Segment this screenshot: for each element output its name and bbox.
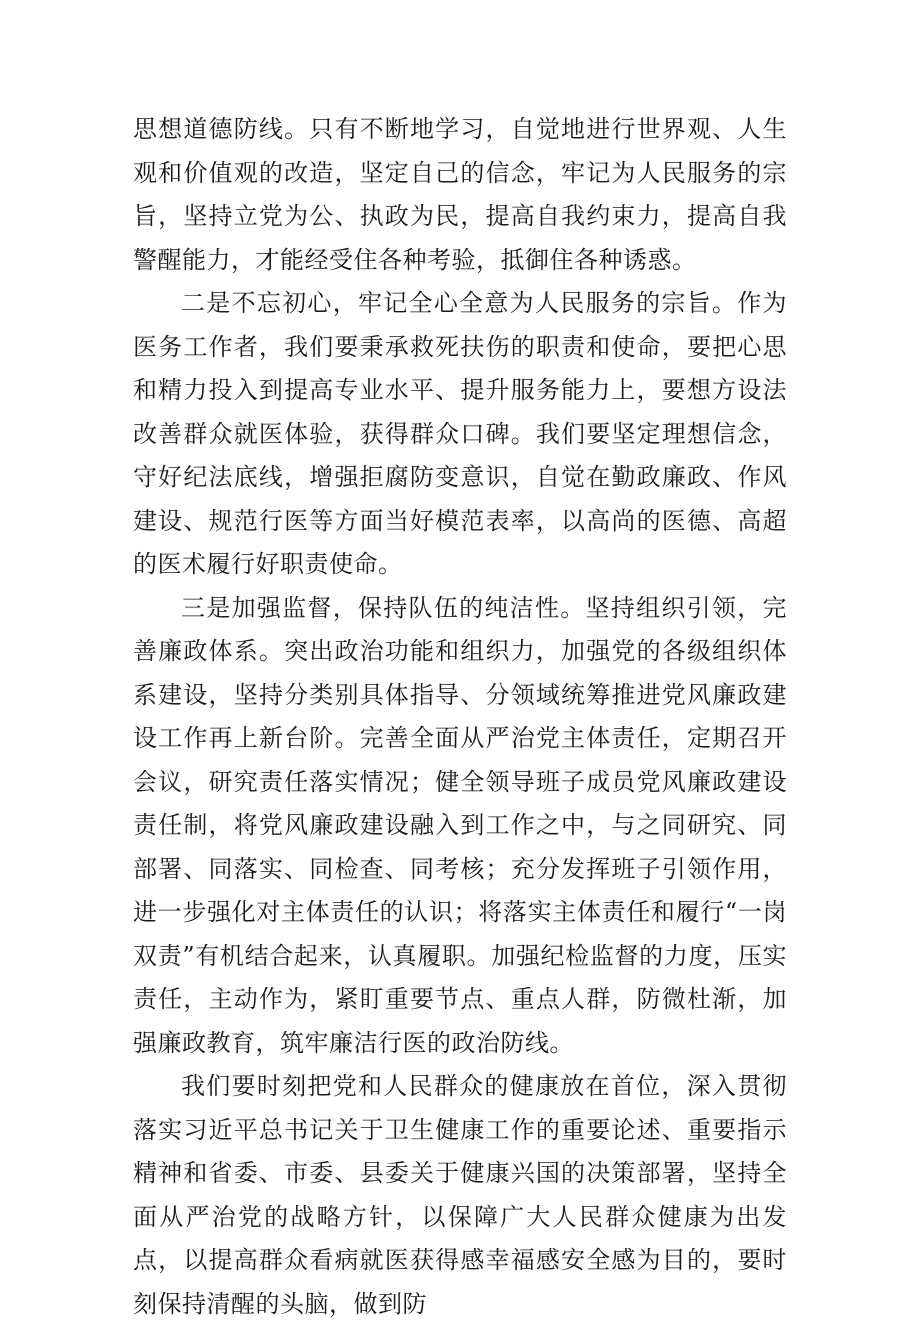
paragraph-continuation: 思想道德防线。只有不断地学习，自觉地进行世界观、人生观和价值观的改造，坚定自己的信念，牢记为人民服务的宗旨，坚持立党为公、执政为民，提高自我约束力，提高自我警醒能力，才能经受住各种考验，抵御住各种诱惑。 xyxy=(133,115,787,274)
body-text xyxy=(133,108,787,1326)
paragraph-conclusion: 我们要时刻把党和人民群众的健康放在首位，深入贯彻落实习近平总书记关于卫生健康工作的重要论述、重要指示精神和省委、市委、县委关于健康兴国的决策部署，坚持全面从严治党的战略方针，以保障广大人民群众健康为出发点，以提高群众看病就医获得感幸福感安全感为目的，要时刻保持清醒的头脑，做到防 xyxy=(133,1072,787,1318)
paragraph-point-three: 三是加强监督，保持队伍的纯洁性。坚持组织引领，完善廉政体系。突出政治功能和组织力，加强党的各级组织体系建设，坚持分类别具体指导、分领域统筹推进党风廉政建设工作再上新台阶。完善全面从严治党主体责任，定期召开会议，研究责任落实情况；健全领导班子成员党风廉政建设责任制，将党风廉政建设融入到工作之中，与之同研究、同部署、同落实、同检查、同考核；充分发挥班子引领作用，进一步强化对主体责任的认识；将落实主体责任和履行“一岗双责”有机结合起来，认真履职。加强纪检监督的力度，压实责任，主动作为，紧盯重要节点、重点人群，防微杜渐，加强廉政教育，筑牢廉洁行医的政治防线。 xyxy=(133,593,787,1057)
paragraph-point-two: 二是不忘初心，牢记全心全意为人民服务的宗旨。作为医务工作者，我们要秉承救死扶伤的职责和使命，要把心思和精力投入到提高专业水平、提升服务能力上，要想方设法改善群众就医体验，获得群众口碑。我们要坚定理想信念，守好纪法底线，增强拒腐防变意识，自觉在勤政廉政、作风建设、规范行医等方面当好模范表率，以高尚的医德、高超的医术履行好职责使命。 xyxy=(133,289,787,578)
